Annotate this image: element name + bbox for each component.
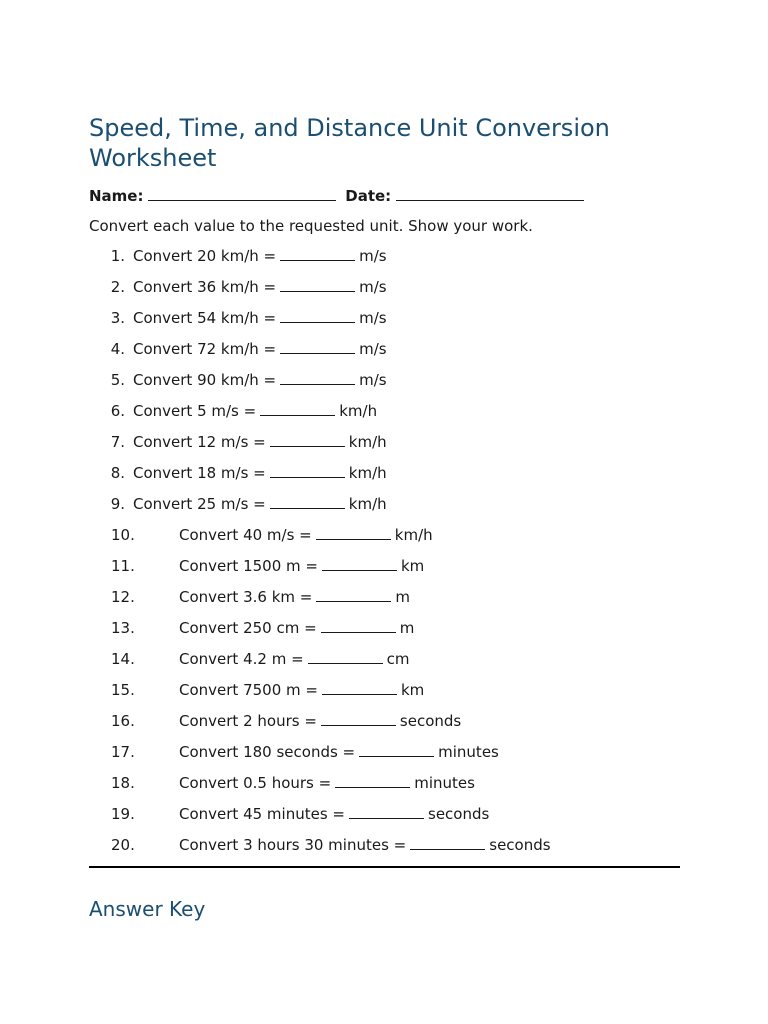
problem-item: [89, 494, 680, 525]
problem-text: Convert 36 km/h =: [133, 278, 277, 296]
problem-number: 2.: [110, 278, 125, 296]
problem-item: [89, 742, 680, 773]
problem-text: Convert 1500 m =: [179, 557, 318, 575]
worksheet-page: [89, 113, 680, 866]
page-title: Speed, Time, and Distance Unit Conversion Worksheet: [89, 114, 610, 172]
problem-item: [89, 432, 680, 463]
problem-unit: km: [400, 557, 425, 575]
problem-text: Convert 180 seconds =: [179, 743, 356, 761]
problem-unit: km/h: [348, 464, 387, 482]
problem-item: [89, 680, 680, 711]
problem-item: [89, 277, 680, 308]
problem-item: [89, 525, 680, 556]
problem-text: Convert 250 cm =: [179, 619, 317, 637]
problem-text: Convert 2 hours =: [179, 712, 317, 730]
problem-number: 20.: [111, 836, 135, 854]
answer-blank: [321, 711, 396, 726]
problem-text: Convert 18 m/s =: [133, 464, 266, 482]
problem-text: Convert 5 m/s =: [133, 402, 257, 420]
problem-item: [89, 618, 680, 649]
problem-item: [89, 556, 680, 587]
problem-unit: cm: [386, 650, 410, 668]
answer-blank: [349, 804, 424, 819]
answer-blank: [270, 494, 345, 509]
problem-unit: seconds: [428, 805, 490, 823]
problem-unit: minutes: [414, 774, 475, 792]
problem-number: 19.: [111, 805, 135, 823]
answer-blank: [316, 525, 391, 540]
problem-item: [89, 370, 680, 401]
problem-unit: m/s: [359, 371, 387, 389]
problem-number: 16.: [111, 712, 135, 730]
problem-number: 7.: [110, 433, 125, 451]
problem-text: Convert 54 km/h =: [133, 309, 277, 327]
problem-item: [89, 773, 680, 804]
problem-number: 10.: [111, 526, 135, 544]
problem-number: 3.: [110, 309, 125, 327]
problem-text: Convert 12 m/s =: [133, 433, 266, 451]
problem-unit: m/s: [359, 247, 387, 265]
problem-unit: m/s: [359, 309, 387, 327]
answer-blank: [270, 432, 345, 447]
problem-text: Convert 45 minutes =: [179, 805, 345, 823]
problem-number: 12.: [111, 588, 135, 606]
answer-key-heading: Answer Key: [89, 897, 206, 921]
problem-text: Convert 20 km/h =: [133, 247, 277, 265]
problem-number: 5.: [110, 371, 125, 389]
date-blank: [396, 186, 584, 201]
problem-unit: km/h: [348, 433, 387, 451]
answer-blank: [280, 339, 355, 354]
problem-number: 9.: [110, 495, 125, 513]
problem-unit: minutes: [438, 743, 499, 761]
problem-unit: km: [400, 681, 425, 699]
answer-blank: [280, 308, 355, 323]
problem-text: Convert 4.2 m =: [179, 650, 304, 668]
problem-number: 18.: [111, 774, 135, 792]
problem-unit: km/h: [394, 526, 433, 544]
problem-unit: seconds: [399, 712, 462, 730]
answer-blank: [308, 649, 383, 664]
problem-item: [89, 587, 680, 618]
answer-blank: [260, 401, 335, 416]
problem-number: 6.: [110, 402, 125, 420]
answer-blank: [316, 587, 391, 602]
problem-number: 8.: [110, 464, 125, 482]
problem-unit: km/h: [339, 402, 378, 420]
problem-text: Convert 3.6 km =: [179, 588, 313, 606]
problem-number: 14.: [111, 650, 135, 668]
problem-unit: m/s: [359, 278, 387, 296]
problem-unit: km/h: [348, 495, 387, 513]
answer-blank: [359, 742, 434, 757]
answer-blank: [322, 556, 397, 571]
instructions: Convert each value to the requested unit. Show your work.: [89, 217, 533, 235]
problem-number: 17.: [111, 743, 135, 761]
answer-blank: [270, 463, 345, 478]
answer-blank: [280, 370, 355, 385]
problem-text: Convert 7500 m =: [179, 681, 318, 699]
date-label: Date:: [345, 187, 392, 205]
problem-item: [89, 308, 680, 339]
problem-item: [89, 649, 680, 680]
problem-number: 15.: [111, 681, 135, 699]
problem-item: [89, 401, 680, 432]
problem-unit: m: [399, 619, 415, 637]
answer-blank: [335, 773, 410, 788]
problem-item: [89, 339, 680, 370]
problem-unit: m: [395, 588, 410, 606]
problem-item: [89, 246, 680, 277]
name-date-line: [89, 186, 680, 206]
problem-text: Convert 3 hours 30 minutes =: [179, 836, 407, 854]
problem-item: [89, 711, 680, 742]
problem-item: [89, 835, 680, 866]
problem-list: [89, 246, 680, 866]
problem-number: 13.: [111, 619, 135, 637]
divider: [89, 866, 680, 868]
problem-text: Convert 90 km/h =: [133, 371, 277, 389]
answer-blank: [322, 680, 397, 695]
problem-text: Convert 40 m/s =: [179, 526, 312, 544]
problem-text: Convert 72 km/h =: [133, 340, 277, 358]
problem-unit: m/s: [359, 340, 387, 358]
problem-number: 11.: [111, 557, 135, 575]
problem-item: [89, 804, 680, 835]
problem-item: [89, 463, 680, 494]
name-label: Name:: [89, 187, 144, 205]
answer-blank: [321, 618, 396, 633]
problem-unit: seconds: [489, 836, 551, 854]
problem-number: 4.: [110, 340, 125, 358]
name-blank: [148, 186, 336, 201]
problem-number: 1.: [110, 247, 125, 265]
answer-blank: [280, 277, 355, 292]
problem-text: Convert 0.5 hours =: [179, 774, 332, 792]
problem-text: Convert 25 m/s =: [133, 495, 266, 513]
answer-blank: [410, 835, 485, 850]
answer-blank: [280, 246, 355, 261]
